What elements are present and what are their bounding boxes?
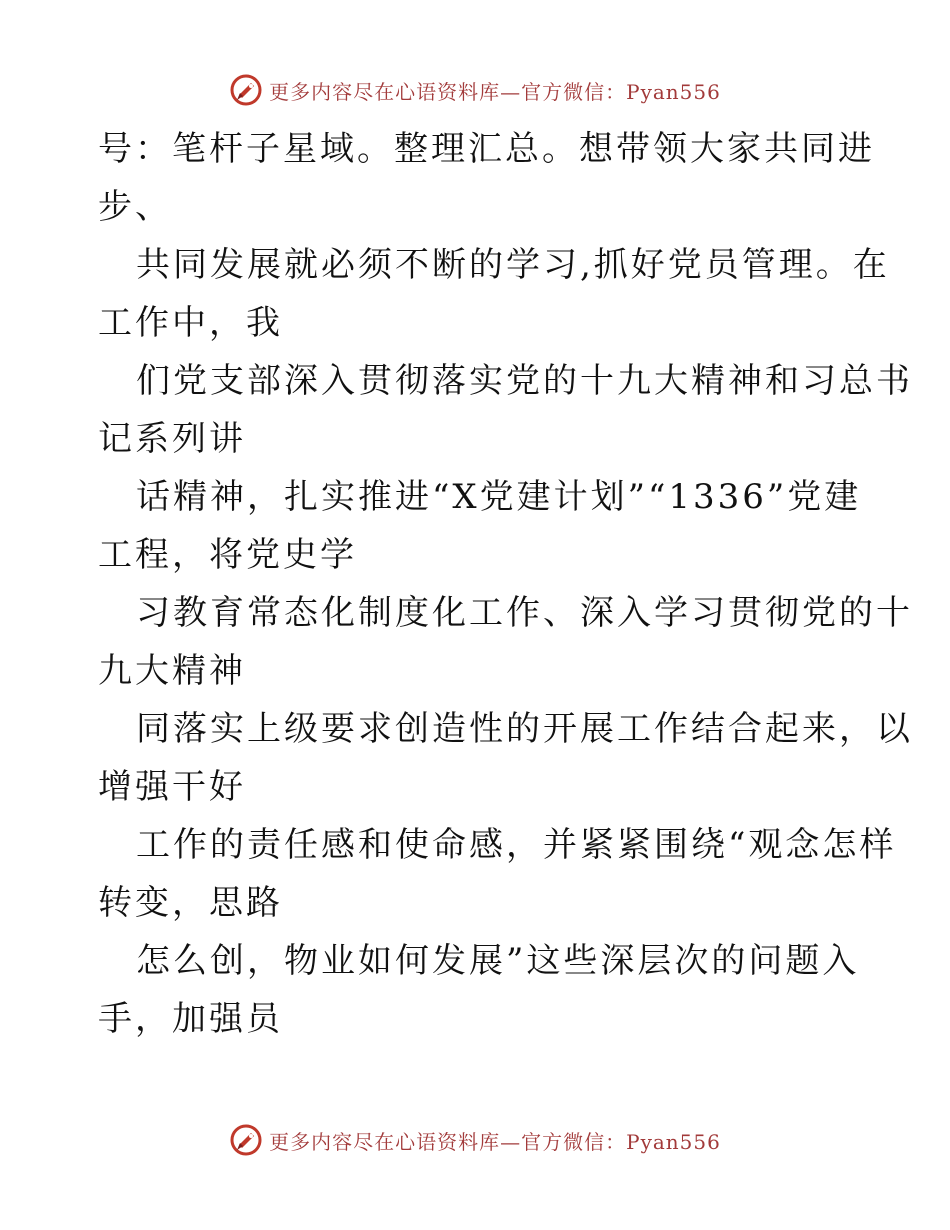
text-line: 工作的责任感和使命感，并紧紧围绕“观念怎样 [136, 825, 897, 865]
text-line: 习教育常态化制度化工作、深入学习贯彻党的十 [136, 593, 913, 633]
text-line: 九大精神 [98, 651, 246, 691]
text-line: 话精神，扎实推进“X党建计划”“1336”党建 [136, 477, 862, 517]
text-line: 共同发展就必须不断的学习,抓好党员管理。在 [136, 245, 890, 285]
text-line: 号：笔杆子星域。整理汇总。想带领大家共同进 [98, 129, 875, 169]
text-line: 步、 [98, 187, 172, 227]
text-line: 同落实上级要求创造性的开展工作结合起来，以 [136, 709, 913, 749]
text-line: 怎么创，物业如何发展”这些深层次的问题入 [136, 941, 860, 981]
header-banner [0, 70, 950, 110]
footer-banner-text: 更多内容尽在心语资料库—官方微信：Pyan556 [269, 1129, 721, 1154]
text-line: 记系列讲 [98, 419, 246, 459]
footer-banner [0, 1120, 950, 1160]
pen-nib-logo-icon [229, 73, 263, 107]
header-banner-text: 更多内容尽在心语资料库—官方微信：Pyan556 [269, 79, 721, 104]
text-line: 们党支部深入贯彻落实党的十九大精神和习总书 [136, 361, 913, 401]
text-line: 转变，思路 [98, 883, 283, 923]
text-line: 手，加强员 [98, 999, 283, 1039]
pen-nib-logo-icon [229, 1123, 263, 1157]
document-body [98, 120, 913, 1048]
text-line: 工作中，我 [98, 303, 283, 343]
text-line: 增强干好 [98, 767, 246, 807]
text-line: 工程，将党史学 [98, 535, 357, 575]
